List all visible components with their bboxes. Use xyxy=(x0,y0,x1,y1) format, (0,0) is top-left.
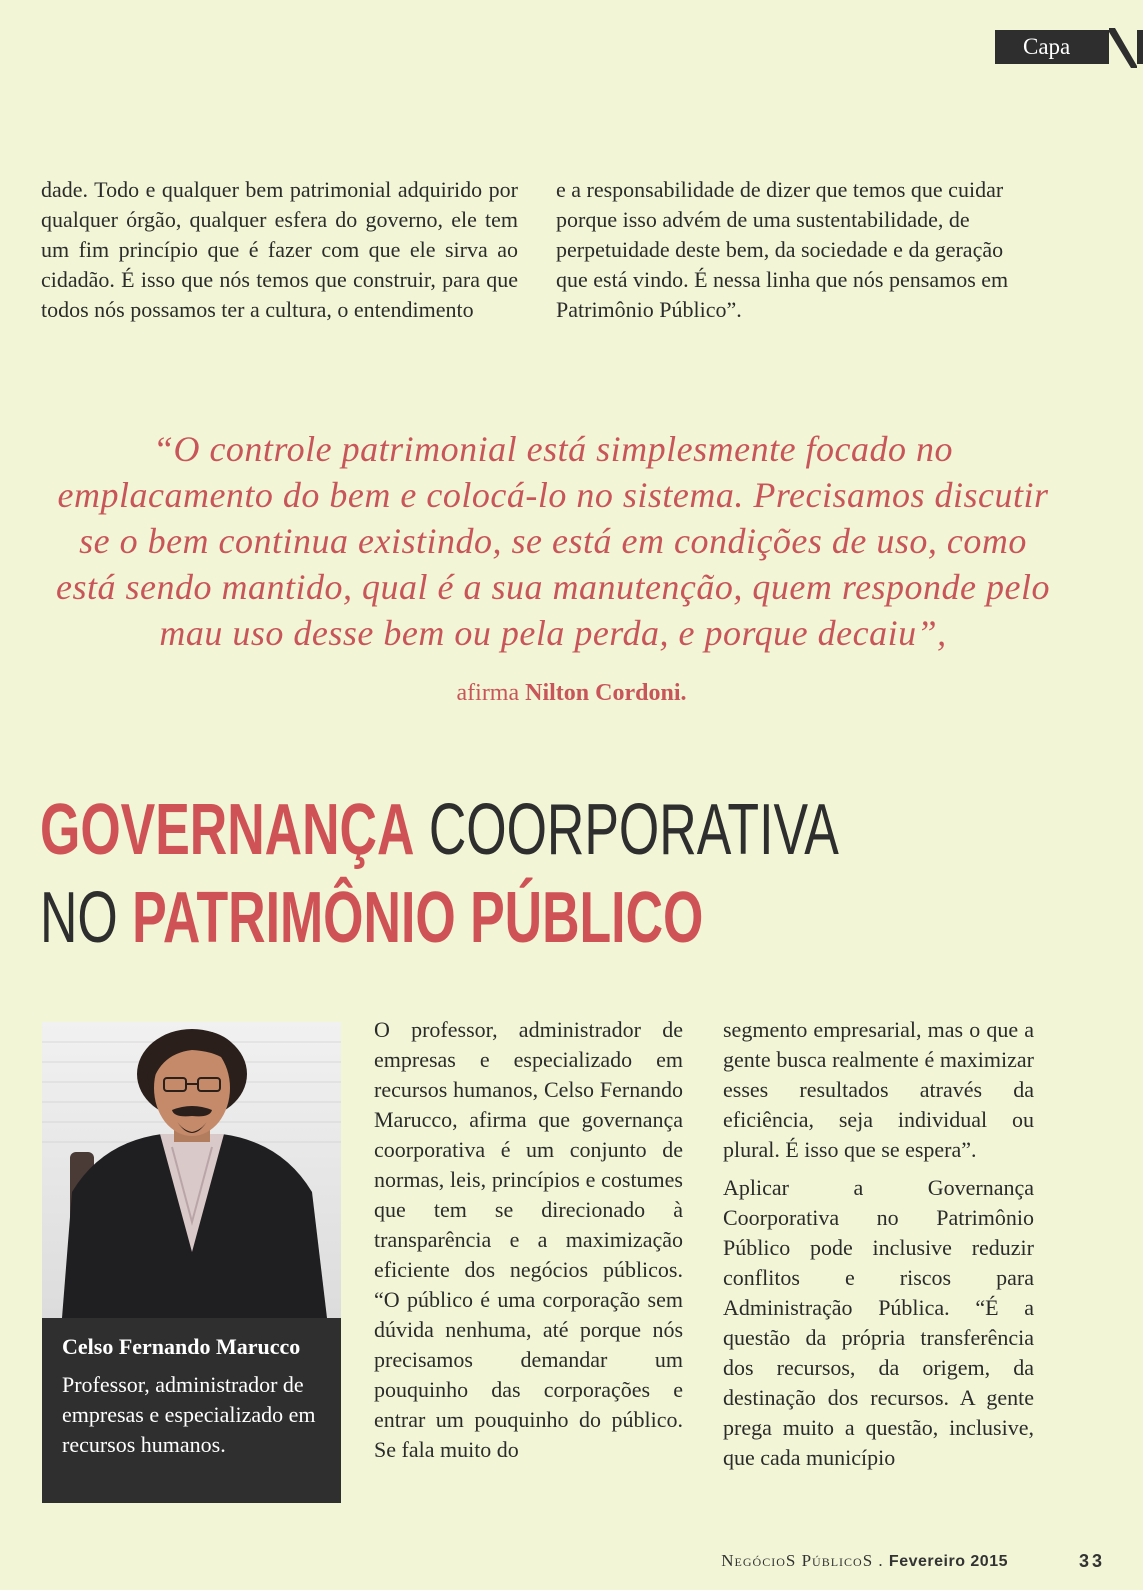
headline-line-1 xyxy=(40,786,1012,874)
top-left-column xyxy=(41,175,518,333)
headline-bold-word: GOVERNANÇA xyxy=(40,790,415,870)
article-column-middle xyxy=(374,1015,683,1473)
article-column-right xyxy=(723,1015,1034,1481)
footer-separator: . xyxy=(873,1551,889,1570)
article-headline xyxy=(40,786,1012,962)
article-paragraph: segmento empresarial, mas o que a gente busca realmente é maximizar esses resultados através da eficiência, seja individual ou plural. É isso que se espera”. xyxy=(723,1017,1034,1162)
page-footer xyxy=(0,1551,1143,1575)
top-left-text: dade. Todo e qualquer bem patrimonial adquirido por qualquer órgão, qualquer esfera do governo, ele tem um fim princípio que é fazer com que ele sirva ao cidadão. É isso que nós temos que construir, para que todos nós possamos ter a cultura, o entendimento xyxy=(41,177,518,322)
headline-light-prefix: NO xyxy=(40,878,118,958)
article-paragraph: Aplicar a Governança Coorporativa no Patrimônio Público pode inclusive reduzir conflitos e riscos para Administração Pública. “É a questão da própria transferência dos recursos, da origem, da destinação dos recursos. A gente prega muito a questão, inclusive, que cada município xyxy=(723,1175,1034,1470)
top-right-text: e a responsabilidade de dizer que temos que cuidar porque isso advém de uma sustentabilidade, de perpetuidade deste bem, da sociedade e da geração que está vindo. É nessa linha que nós pensamos em Patrimônio Público”. xyxy=(556,177,1009,322)
portrait-illustration xyxy=(42,1022,341,1318)
portrait-photo xyxy=(42,1022,341,1318)
top-right-column xyxy=(556,175,1034,333)
magazine-name: NegócioS PúblicoS xyxy=(721,1551,874,1570)
headline-line-2 xyxy=(40,874,1012,962)
headline-light-word: COORPORATIVA xyxy=(428,790,839,870)
slash-decoration xyxy=(1109,28,1137,68)
pull-quote-attribution xyxy=(0,680,1143,707)
headline-bold-phrase: PATRIMÔNIO PÚBLICO xyxy=(132,878,704,958)
attribution-name: Nilton Cordoni. xyxy=(525,680,687,706)
issue-date: Fevereiro 2015 xyxy=(888,1553,1008,1570)
section-label: Capa xyxy=(1023,34,1071,59)
footer-magazine-info xyxy=(721,1551,1008,1571)
section-tab xyxy=(995,30,1143,64)
photo-caption xyxy=(42,1318,341,1503)
caption-name: Celso Fernando Marucco xyxy=(62,1334,301,1359)
page-number: 33 xyxy=(1078,1551,1105,1571)
attribution-prefix: afirma xyxy=(456,680,520,706)
article-paragraph: O professor, administrador de empresas e especializado em recursos humanos, Celso Fernando Marucco, afirma que governança coorporativa é um conjunto de normas, leis, princípios e costumes que tem se direcionado à transparência e a maximização eficiente dos negócios públicos. “O público é uma corporação sem dúvida nenhuma, até porque nós precisamos demandar um pouquinho das corporações e entrar um pouquinho do público. Se fala muito do xyxy=(374,1017,683,1462)
pull-quote: “O controle patrimonial está simplesmente focado no emplacamento do bem e colocá-lo no sistema. Precisamos discutir se o bem continua existindo, se está em condições de uso, como está sendo mantido, qual é a sua manutenção, quem responde pelo mau uso desse bem ou pela perda, e porque decaiu”, xyxy=(55,429,1051,653)
caption-description: Professor, administrador de empresas e especializado em recursos humanos. xyxy=(62,1372,316,1457)
